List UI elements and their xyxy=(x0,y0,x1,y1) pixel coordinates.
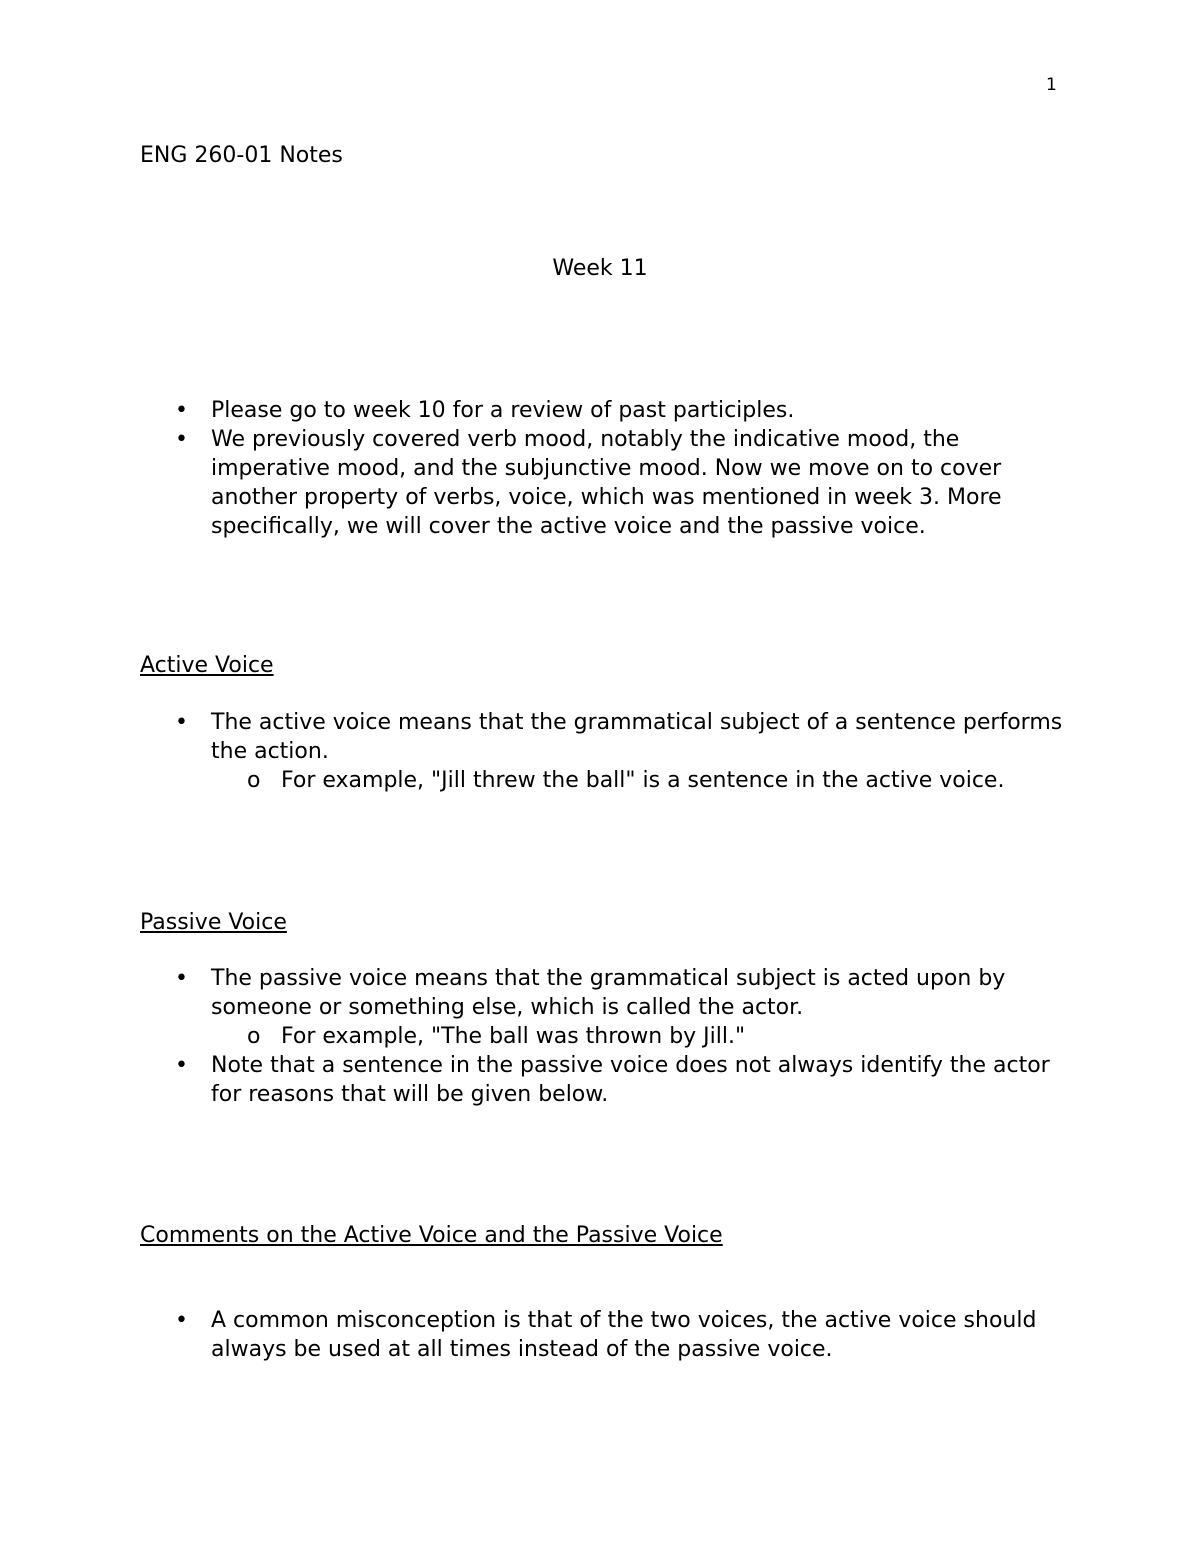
passive-voice-definition xyxy=(211,964,1071,1051)
passive-voice-heading: Passive Voice xyxy=(140,910,287,935)
passive-voice-list xyxy=(211,964,1071,1109)
comments-list xyxy=(211,1306,1071,1364)
intro-bullet-list xyxy=(211,396,1071,541)
passive-voice-note: • Note that a sentence in the passive voice does not always identify the actor for reasons that will be given below. xyxy=(211,1051,1071,1109)
active-voice-example: o For example, "Jill threw the ball" is a sentence in the active voice. xyxy=(281,766,1071,795)
passive-voice-definition-text: The passive voice means that the grammatical subject is acted upon by someone or something else, which is called the actor. xyxy=(211,966,1006,1020)
course-title: ENG 260-01 Notes xyxy=(140,143,343,168)
comments-bullet: • A common misconception is that of the two voices, the active voice should always be used at all times instead of the passive voice. xyxy=(211,1306,1071,1364)
active-voice-definition-text: The active voice means that the grammatical subject of a sentence performs the action. xyxy=(211,710,1063,764)
passive-voice-example: o For example, "The ball was thrown by Jill." xyxy=(281,1022,1071,1051)
passive-voice-sublist xyxy=(211,1022,1071,1051)
intro-bullet-1: • Please go to week 10 for a review of past participles. xyxy=(211,396,1071,425)
comments-heading: Comments on the Active Voice and the Passive Voice xyxy=(140,1223,723,1248)
page-number: 1 xyxy=(1046,75,1057,95)
active-voice-heading: Active Voice xyxy=(140,653,274,678)
active-voice-sublist xyxy=(211,766,1071,795)
intro-bullet-2: • We previously covered verb mood, notably the indicative mood, the imperative mood, and the subjunctive mood. Now we move on to cover another property of verbs, voice, which was mentioned in week 3. More specifically, we will cover the active voice and the passive voice. xyxy=(211,425,1071,541)
week-title: Week 11 xyxy=(552,256,648,281)
active-voice-definition xyxy=(211,708,1071,795)
active-voice-list xyxy=(211,708,1071,795)
